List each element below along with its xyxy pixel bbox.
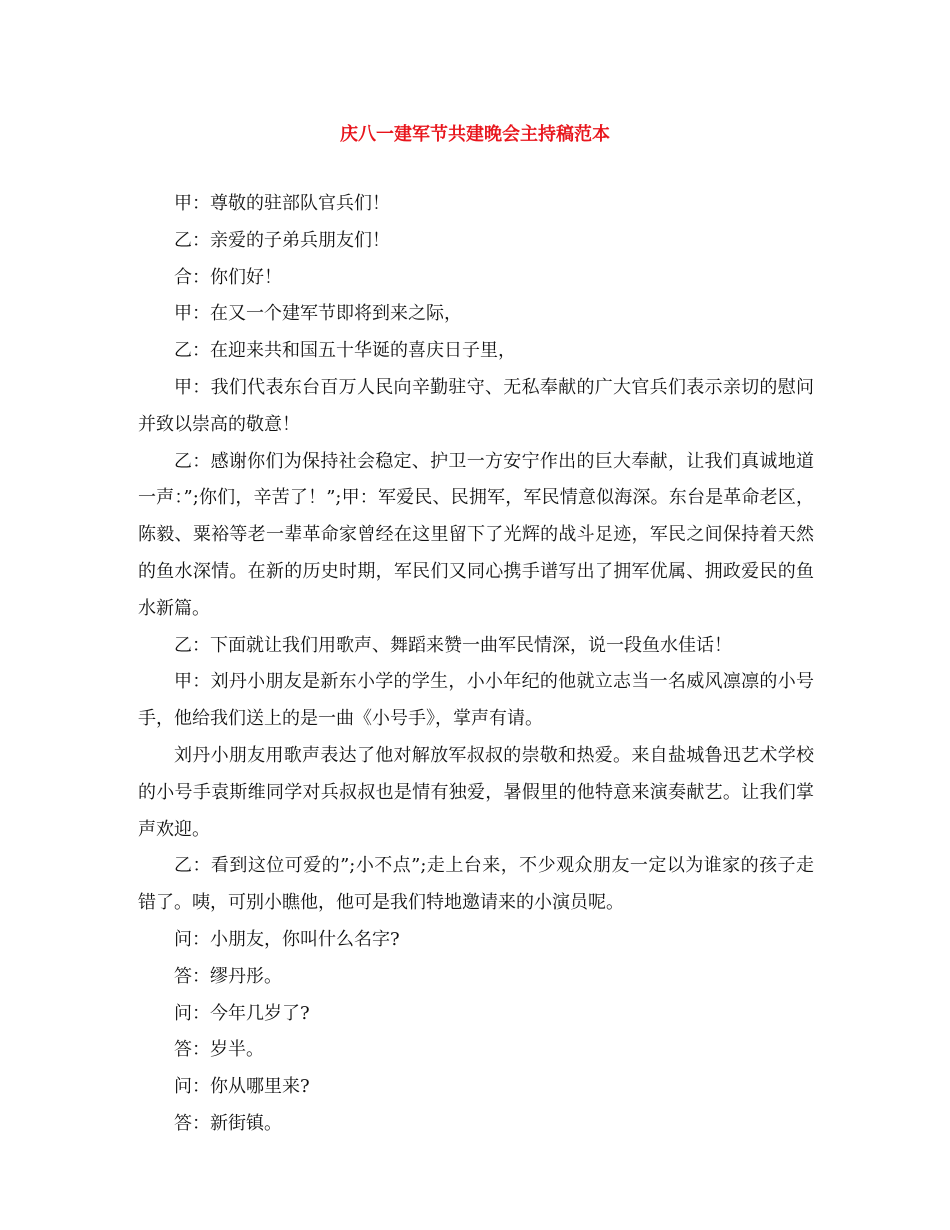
- paragraph-9: 甲：刘丹小朋友是新东小学的学生，小小年纪的他就立志当一名威风凛凛的小号手，他给我们送上的是一曲《小号手》，掌声有请。: [138, 671, 814, 730]
- paragraph-16: 问：你从哪里来?: [174, 1076, 310, 1098]
- document-body: [138, 186, 814, 1143]
- paragraph-4: 甲：在又一个建军节即将到来之际，: [174, 303, 462, 325]
- paragraph-2: 乙：亲爱的子弟兵朋友们！: [174, 229, 390, 251]
- paragraph-11: 乙：看到这位可爱的”;小不点”;走上台来，不少观众朋友一定以为谁家的孩子走错了。咦，可别小瞧他，他可是我们特地邀请来的小演员呢。: [138, 855, 814, 914]
- paragraph-17: 答：新街镇。: [174, 1112, 282, 1134]
- paragraph-15: 答：岁半。: [174, 1039, 264, 1061]
- document-title: 庆八一建军节共建晚会主持稿范本: [340, 124, 610, 145]
- paragraph-8: 乙：下面就让我们用歌声、舞蹈来赞一曲军民情深，说一段鱼水佳话！: [174, 634, 732, 656]
- paragraph-10: 刘丹小朋友用歌声表达了他对解放军叔叔的崇敬和热爱。来自盐城鲁迅艺术学校的小号手袁斯维同学对兵叔叔也是情有独爱，暑假里的他特意来演奏献艺。让我们掌声欢迎。: [138, 744, 814, 840]
- paragraph-5: 乙：在迎来共和国五十华诞的喜庆日子里，: [174, 340, 516, 362]
- paragraph-3: 合：你们好！: [174, 266, 282, 288]
- paragraph-7: 乙：感谢你们为保持社会稳定、护卫一方安宁作出的巨大奉献，让我们真诚地道一声：”;你们，辛苦了！”;甲：军爱民、民拥军，军民情意似海深。东台是革命老区，陈毅、粟裕等老一辈革命家曾经在这里留下了光辉的战斗足迹，军民之间保持着天然的鱼水深情。在新的历史时期，军民们又同心携手谱写出了拥军优属、拥政爱民的鱼水新篇。: [138, 450, 814, 619]
- paragraph-14: 问：今年几岁了?: [174, 1002, 310, 1024]
- paragraph-1: 甲：尊敬的驻部队官兵们！: [174, 193, 390, 214]
- paragraph-12: 问：小朋友，你叫什么名字?: [174, 928, 400, 950]
- paragraph-6: 甲：我们代表东台百万人民向辛勤驻守、无私奉献的广大官兵们表示亲切的慰问并致以崇高的敬意！: [138, 376, 814, 435]
- paragraph-13: 答：缪丹彤。: [174, 965, 282, 987]
